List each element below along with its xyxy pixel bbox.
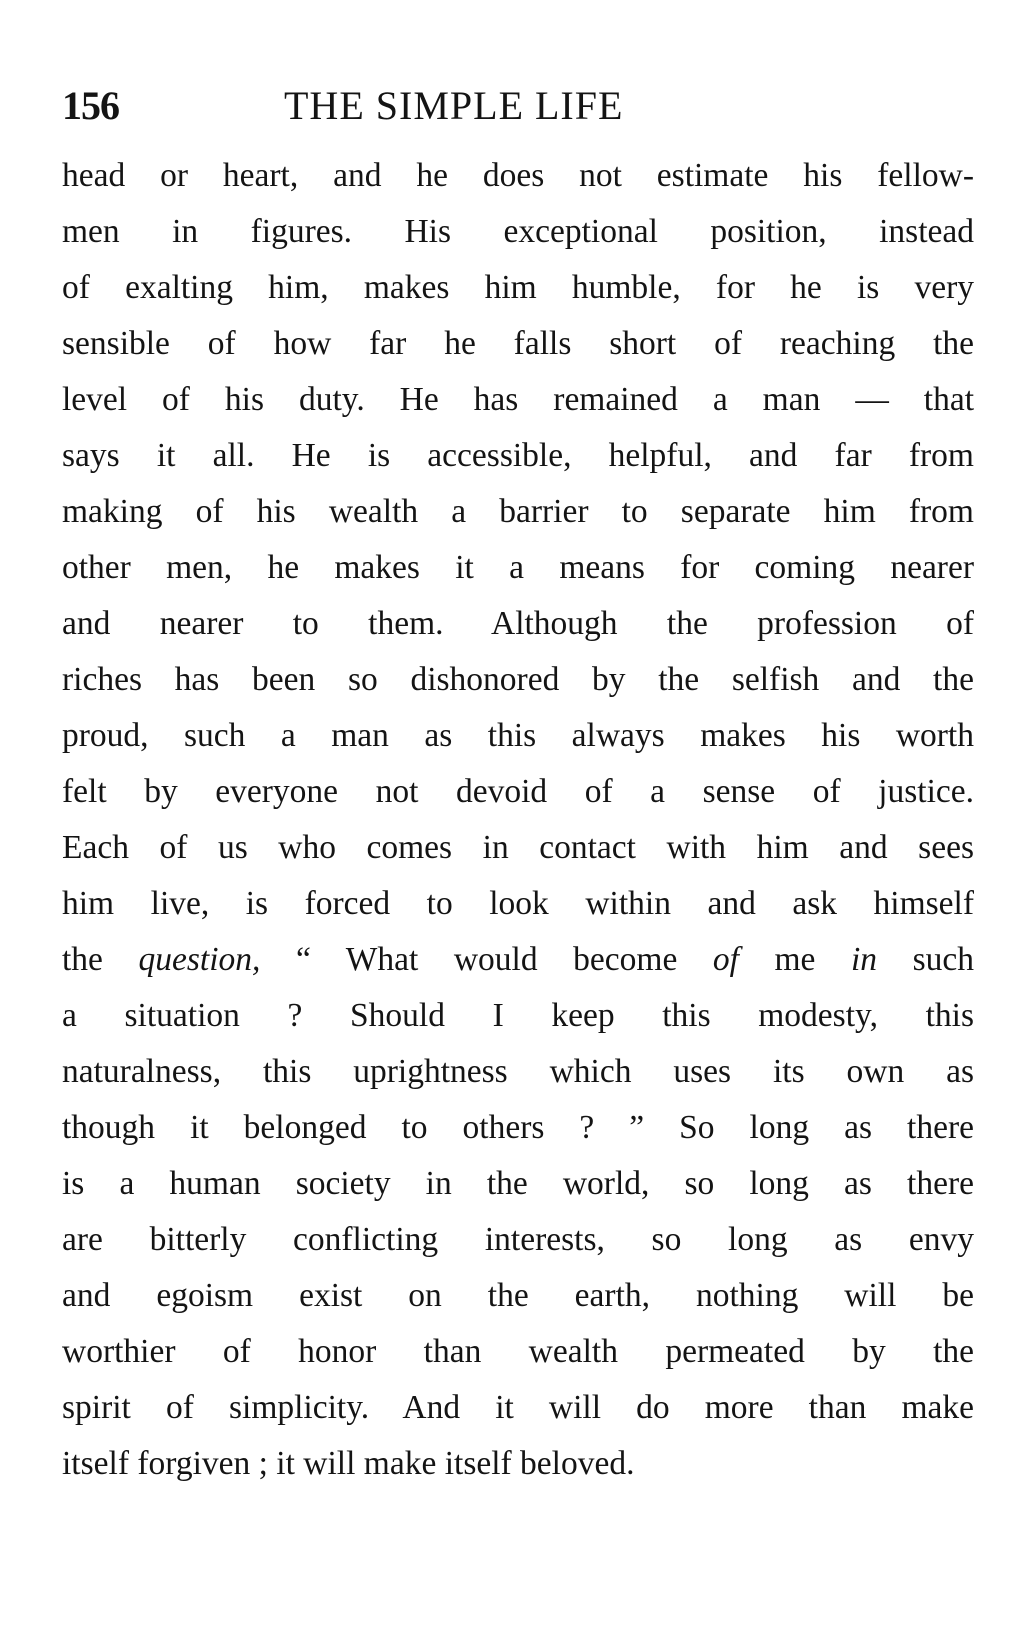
italic-text: question, bbox=[138, 941, 261, 978]
text-line bbox=[62, 204, 974, 260]
text-segment: head or heart, and he does not estimate his fellow- bbox=[62, 157, 974, 194]
italic-text: of bbox=[712, 941, 739, 978]
text-line bbox=[62, 1380, 974, 1436]
text-segment: me bbox=[738, 941, 851, 978]
text-segment: Each of us who comes in contact with him and sees bbox=[62, 829, 974, 866]
text-segment: spirit of simplicity. And it will do more than make bbox=[62, 1389, 974, 1426]
text-segment: proud, such a man as this always makes his worth bbox=[62, 717, 974, 754]
text-segment: him live, is forced to look within and ask himself bbox=[62, 885, 974, 922]
text-line bbox=[62, 260, 974, 316]
text-line bbox=[62, 428, 974, 484]
text-line bbox=[62, 708, 974, 764]
text-line bbox=[62, 876, 974, 932]
body-text bbox=[62, 148, 974, 1492]
text-segment: felt by everyone not devoid of a sense of justice. bbox=[62, 773, 974, 810]
text-line bbox=[62, 1324, 974, 1380]
text-segment: are bitterly conflicting interests, so long as envy bbox=[62, 1221, 974, 1258]
text-line bbox=[62, 484, 974, 540]
text-line bbox=[62, 1100, 974, 1156]
text-segment: “ What would become bbox=[260, 941, 713, 978]
text-line bbox=[62, 764, 974, 820]
text-line bbox=[62, 1044, 974, 1100]
text-line bbox=[62, 540, 974, 596]
text-line bbox=[62, 148, 974, 204]
text-segment: naturalness, this uprightness which uses its own as bbox=[62, 1053, 974, 1090]
text-segment: other men, he makes it a means for coming nearer bbox=[62, 549, 974, 586]
text-line bbox=[62, 1268, 974, 1324]
text-segment: and nearer to them. Although the profession of bbox=[62, 605, 974, 642]
text-segment: men in figures. His exceptional position, instead bbox=[62, 213, 974, 250]
text-line bbox=[62, 316, 974, 372]
text-line bbox=[62, 652, 974, 708]
text-segment: level of his duty. He has remained a man — that bbox=[62, 381, 974, 418]
text-segment: is a human society in the world, so long as there bbox=[62, 1165, 974, 1202]
text-segment: making of his wealth a barrier to separate him from bbox=[62, 493, 974, 530]
italic-text: in bbox=[850, 941, 878, 978]
text-segment: of exalting him, makes him humble, for he is very bbox=[62, 269, 974, 306]
text-segment: riches has been so dishonored by the selfish and the bbox=[62, 661, 974, 698]
text-line bbox=[62, 1212, 974, 1268]
text-segment: itself forgiven ; it will make itself beloved. bbox=[62, 1445, 635, 1482]
text-segment: and egoism exist on the earth, nothing will be bbox=[62, 1277, 974, 1314]
text-line bbox=[62, 372, 974, 428]
text-segment: says it all. He is accessible, helpful, and far from bbox=[62, 437, 974, 474]
book-title: THE SIMPLE LIFE bbox=[284, 83, 624, 128]
text-segment: sensible of how far he falls short of reaching the bbox=[62, 325, 974, 362]
text-line bbox=[62, 1156, 974, 1212]
text-line bbox=[62, 988, 974, 1044]
text-segment: such bbox=[877, 941, 974, 978]
text-line bbox=[62, 1436, 974, 1492]
text-segment: worthier of honor than wealth permeated by the bbox=[62, 1333, 974, 1370]
page-number: 156 bbox=[62, 83, 119, 128]
text-line bbox=[62, 932, 974, 988]
text-segment: a situation ? Should I keep this modesty, this bbox=[62, 997, 974, 1034]
text-segment: though it belonged to others ? ” So long as there bbox=[62, 1109, 974, 1146]
text-line bbox=[62, 596, 974, 652]
text-segment: the bbox=[62, 941, 139, 978]
running-head bbox=[62, 76, 974, 136]
text-line bbox=[62, 820, 974, 876]
